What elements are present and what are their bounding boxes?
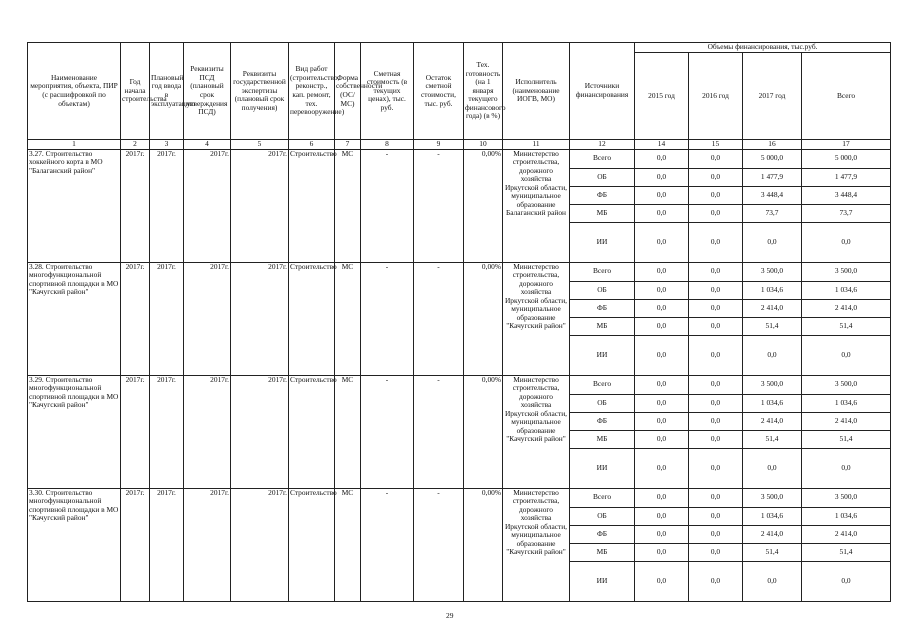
estimate-cost: - [361, 488, 414, 601]
header-estimate: Сметная стоимость (в текущих ценах), тыс. руб. [361, 43, 414, 140]
year-start: 2017г. [121, 488, 150, 601]
year-start: 2017г. [121, 262, 150, 375]
value-2017: 0,0 [743, 448, 802, 488]
value-2015: 0,0 [635, 561, 689, 601]
col-num: 6 [289, 140, 335, 150]
value-total: 0,0 [802, 222, 891, 262]
value-2016: 0,0 [689, 448, 743, 488]
value-total: 73,7 [802, 204, 891, 222]
header-ownership: Форма собственности (ОС/МС) [335, 43, 361, 140]
header-sources: Источники финансирования [570, 43, 635, 140]
ownership-form: МС [335, 488, 361, 601]
funding-source: ИИ [570, 335, 635, 375]
header-executor: Исполнитель (наименование ИОГВ, МО) [503, 43, 570, 140]
value-total: 3 448,4 [802, 186, 891, 204]
value-2015: 0,0 [635, 281, 689, 299]
value-2015: 0,0 [635, 394, 689, 412]
col-num: 4 [184, 140, 231, 150]
col-num: 12 [570, 140, 635, 150]
value-2015: 0,0 [635, 488, 689, 507]
value-2016: 0,0 [689, 335, 743, 375]
readiness: 0,00% [464, 488, 503, 601]
ownership-form: МС [335, 149, 361, 262]
value-total: 2 414,0 [802, 525, 891, 543]
value-2017: 51,4 [743, 543, 802, 561]
funding-source: Всего [570, 262, 635, 281]
table-header [28, 43, 891, 150]
value-2015: 0,0 [635, 412, 689, 430]
estimate-cost: - [361, 149, 414, 262]
value-total: 3 500,0 [802, 375, 891, 394]
ownership-form: МС [335, 262, 361, 375]
expertise-date: 2017г. [231, 149, 289, 262]
value-2017: 3 500,0 [743, 488, 802, 507]
table-row [28, 262, 891, 281]
value-2016: 0,0 [689, 299, 743, 317]
value-2015: 0,0 [635, 299, 689, 317]
col-num: 3 [150, 140, 184, 150]
psd-date: 2017г. [184, 488, 231, 601]
value-2015: 0,0 [635, 317, 689, 335]
value-total: 1 034,6 [802, 507, 891, 525]
value-2016: 0,0 [689, 149, 743, 168]
expertise-date: 2017г. [231, 375, 289, 488]
value-2016: 0,0 [689, 507, 743, 525]
work-type: Строительство [289, 375, 335, 488]
value-2017: 51,4 [743, 317, 802, 335]
value-2015: 0,0 [635, 430, 689, 448]
readiness: 0,00% [464, 149, 503, 262]
value-total: 0,0 [802, 335, 891, 375]
planned-year: 2017г. [150, 149, 184, 262]
estimate-cost: - [361, 262, 414, 375]
header-remain: Остаток сметной стоимости, тыс. руб. [414, 43, 464, 140]
header-expertise: Реквизиты государственной экспертизы (плановый срок получения) [231, 43, 289, 140]
estimate-cost: - [361, 375, 414, 488]
remaining-cost: - [414, 488, 464, 601]
value-2016: 0,0 [689, 222, 743, 262]
value-2015: 0,0 [635, 525, 689, 543]
work-type: Строительство [289, 149, 335, 262]
value-total: 1 034,6 [802, 394, 891, 412]
value-2017: 1 034,6 [743, 507, 802, 525]
header-volumes: Объемы финансирования, тыс.руб. [635, 43, 891, 53]
financing-table [27, 42, 891, 602]
funding-source: ФБ [570, 525, 635, 543]
col-num: 15 [689, 140, 743, 150]
planned-year: 2017г. [150, 488, 184, 601]
funding-source: ИИ [570, 561, 635, 601]
value-2015: 0,0 [635, 186, 689, 204]
value-2015: 0,0 [635, 507, 689, 525]
value-2017: 0,0 [743, 561, 802, 601]
funding-source: МБ [570, 430, 635, 448]
value-2017: 3 500,0 [743, 262, 802, 281]
funding-source: ФБ [570, 412, 635, 430]
value-2016: 0,0 [689, 525, 743, 543]
funding-source: Всего [570, 375, 635, 394]
funding-source: МБ [570, 317, 635, 335]
value-2015: 0,0 [635, 262, 689, 281]
value-2015: 0,0 [635, 222, 689, 262]
value-2016: 0,0 [689, 394, 743, 412]
value-2016: 0,0 [689, 262, 743, 281]
col-num: 5 [231, 140, 289, 150]
value-total: 5 000,0 [802, 149, 891, 168]
project-name: 3.27. Строительство хоккейного корта в МО "Балаганский район" [28, 149, 121, 262]
project-name: 3.28. Строительство многофункциональной спортивной площадки в МО "Качугский район" [28, 262, 121, 375]
value-2016: 0,0 [689, 317, 743, 335]
value-2015: 0,0 [635, 335, 689, 375]
funding-source: ОБ [570, 168, 635, 186]
funding-source: ФБ [570, 299, 635, 317]
funding-source: МБ [570, 543, 635, 561]
funding-source: ИИ [570, 222, 635, 262]
project-name: 3.29. Строительство многофункциональной спортивной площадки в МО "Качугский район" [28, 375, 121, 488]
executor: Министерство строительства, дорожного хозяйства Иркутской области, муниципальное образование "Качугский район" [503, 488, 570, 601]
program-table-page [27, 42, 858, 602]
value-total: 51,4 [802, 317, 891, 335]
executor: Министерство строительства, дорожного хозяйства Иркутской области, муниципальное образование "Качугский район" [503, 262, 570, 375]
funding-source: ОБ [570, 394, 635, 412]
year-start: 2017г. [121, 149, 150, 262]
funding-source: Всего [570, 488, 635, 507]
value-2016: 0,0 [689, 281, 743, 299]
readiness: 0,00% [464, 375, 503, 488]
remaining-cost: - [414, 149, 464, 262]
value-2016: 0,0 [689, 412, 743, 430]
funding-source: МБ [570, 204, 635, 222]
value-total: 2 414,0 [802, 299, 891, 317]
value-2016: 0,0 [689, 543, 743, 561]
header-name: Наименование мероприятия, объекта, ПИР (с расшифровкой по объектам) [28, 43, 121, 140]
table-row [28, 149, 891, 168]
psd-date: 2017г. [184, 149, 231, 262]
col-num: 8 [361, 140, 414, 150]
value-2016: 0,0 [689, 375, 743, 394]
value-total: 2 414,0 [802, 412, 891, 430]
table-body [28, 149, 891, 601]
value-2016: 0,0 [689, 204, 743, 222]
executor: Министерство строительства, дорожного хозяйства Иркутской области, муниципальное образование Балаганский район [503, 149, 570, 262]
value-2016: 0,0 [689, 561, 743, 601]
value-total: 0,0 [802, 448, 891, 488]
value-2017: 2 414,0 [743, 299, 802, 317]
col-num: 2 [121, 140, 150, 150]
value-2016: 0,0 [689, 488, 743, 507]
table-row [28, 488, 891, 507]
page-number: 29 [446, 611, 454, 620]
header-2015: 2015 год [635, 53, 689, 140]
value-2015: 0,0 [635, 543, 689, 561]
header-readiness: Тех. готовность (на 1 января текущего финансового года) (в %) [464, 43, 503, 140]
planned-year: 2017г. [150, 262, 184, 375]
value-total: 0,0 [802, 561, 891, 601]
value-2015: 0,0 [635, 375, 689, 394]
expertise-date: 2017г. [231, 262, 289, 375]
value-2017: 1 477,9 [743, 168, 802, 186]
col-num: 1 [28, 140, 121, 150]
header-work-type: Вид работ (строительство, реконстр., кап. ремонт, тех. перевооружение) [289, 43, 335, 140]
value-2017: 0,0 [743, 222, 802, 262]
col-num: 9 [414, 140, 464, 150]
work-type: Строительство [289, 488, 335, 601]
header-2017: 2017 год [743, 53, 802, 140]
value-2017: 2 414,0 [743, 412, 802, 430]
remaining-cost: - [414, 375, 464, 488]
value-2017: 5 000,0 [743, 149, 802, 168]
value-2017: 1 034,6 [743, 394, 802, 412]
col-num: 11 [503, 140, 570, 150]
psd-date: 2017г. [184, 262, 231, 375]
header-year-start: Год начала строительства [121, 43, 150, 140]
col-num: 14 [635, 140, 689, 150]
value-2016: 0,0 [689, 430, 743, 448]
col-num: 16 [743, 140, 802, 150]
value-2015: 0,0 [635, 149, 689, 168]
col-num: 17 [802, 140, 891, 150]
project-name: 3.30. Строительство многофункциональной спортивной площадки в МО "Качугский район" [28, 488, 121, 601]
funding-source: ОБ [570, 281, 635, 299]
value-total: 1 034,6 [802, 281, 891, 299]
readiness: 0,00% [464, 262, 503, 375]
header-2016: 2016 год [689, 53, 743, 140]
col-num: 7 [335, 140, 361, 150]
value-2016: 0,0 [689, 168, 743, 186]
value-total: 3 500,0 [802, 262, 891, 281]
expertise-date: 2017г. [231, 488, 289, 601]
header-planned-year: Плановый год ввода в эксплуатацию [150, 43, 184, 140]
funding-source: Всего [570, 149, 635, 168]
value-2015: 0,0 [635, 168, 689, 186]
work-type: Строительство [289, 262, 335, 375]
value-2017: 1 034,6 [743, 281, 802, 299]
psd-date: 2017г. [184, 375, 231, 488]
value-2017: 51,4 [743, 430, 802, 448]
header-total: Всего [802, 53, 891, 140]
funding-source: ОБ [570, 507, 635, 525]
value-total: 51,4 [802, 430, 891, 448]
value-2017: 73,7 [743, 204, 802, 222]
ownership-form: МС [335, 375, 361, 488]
value-2016: 0,0 [689, 186, 743, 204]
executor: Министерство строительства, дорожного хозяйства Иркутской области, муниципальное образование "Качугский район" [503, 375, 570, 488]
funding-source: ИИ [570, 448, 635, 488]
value-2017: 0,0 [743, 335, 802, 375]
value-2017: 2 414,0 [743, 525, 802, 543]
value-2015: 0,0 [635, 448, 689, 488]
value-2017: 3 500,0 [743, 375, 802, 394]
remaining-cost: - [414, 262, 464, 375]
planned-year: 2017г. [150, 375, 184, 488]
value-total: 1 477,9 [802, 168, 891, 186]
funding-source: ФБ [570, 186, 635, 204]
column-number-row [28, 140, 891, 150]
col-num: 10 [464, 140, 503, 150]
value-total: 51,4 [802, 543, 891, 561]
header-psd: Реквизиты ПСД (плановый срок утверждения ПСД) [184, 43, 231, 140]
value-2015: 0,0 [635, 204, 689, 222]
value-2017: 3 448,4 [743, 186, 802, 204]
table-row [28, 375, 891, 394]
year-start: 2017г. [121, 375, 150, 488]
value-total: 3 500,0 [802, 488, 891, 507]
